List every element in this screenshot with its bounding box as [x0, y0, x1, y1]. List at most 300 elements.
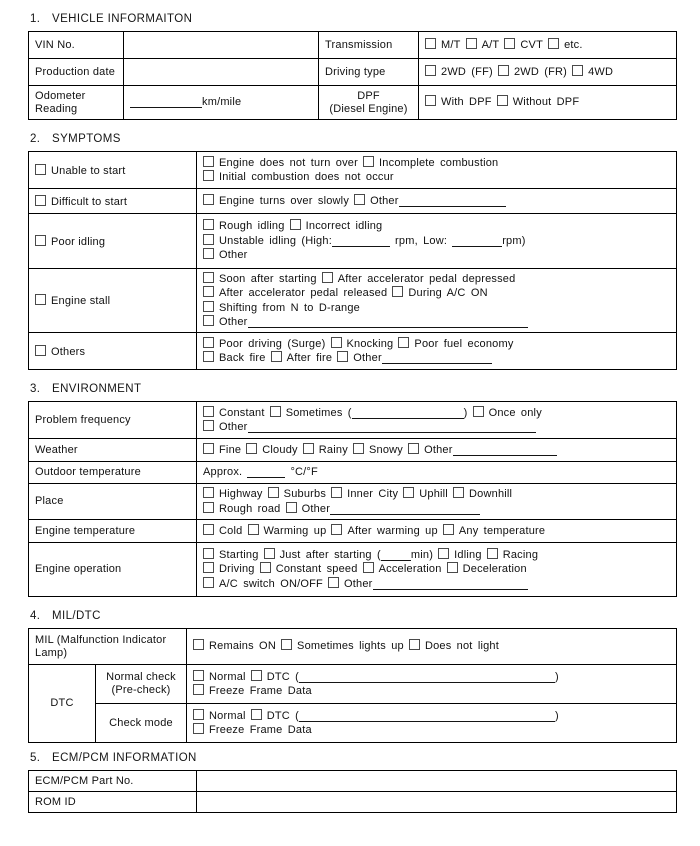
row-label: Check mode [109, 716, 173, 729]
option-label: 2WD (FR) [513, 65, 568, 78]
static-text: ) [555, 670, 559, 683]
row-label: Odometer Reading [35, 89, 86, 115]
checkbox-option [425, 96, 492, 108]
checkbox-option [251, 710, 555, 722]
option-label: Any temperature [458, 524, 546, 537]
checkbox-option [354, 195, 506, 207]
checkbox[interactable] [203, 272, 214, 283]
checkbox-option [248, 525, 327, 537]
blank-field[interactable] [373, 579, 528, 590]
checkbox[interactable] [203, 502, 214, 513]
row-label-cell [29, 484, 197, 520]
checkbox[interactable] [270, 406, 281, 417]
checkbox[interactable] [246, 443, 257, 454]
section-title: ENVIRONMENT [52, 383, 142, 395]
checkbox[interactable] [425, 95, 436, 106]
checkbox-option [425, 39, 461, 51]
table-row [29, 269, 677, 333]
checkbox[interactable] [473, 406, 484, 417]
option-label: Racing [502, 548, 539, 561]
option-label: DTC ( [266, 709, 300, 722]
option-label: DTC ( [266, 670, 300, 683]
checkbox[interactable] [271, 351, 282, 362]
row-label: Driving type [325, 65, 386, 78]
static-text: ) [555, 709, 559, 722]
checkbox[interactable] [203, 301, 214, 312]
checkbox[interactable] [203, 315, 214, 326]
row-label-cell [29, 462, 197, 484]
checkbox[interactable] [35, 294, 46, 305]
option-label: Difficult to start [51, 195, 128, 208]
form-line [193, 709, 670, 723]
options-cell [187, 665, 677, 704]
checkbox-option [331, 338, 394, 350]
checkbox[interactable] [504, 38, 515, 49]
option-label: Inner City [347, 488, 399, 501]
option-label: Rough idling [219, 220, 285, 233]
option-label: Idling [454, 548, 482, 561]
table-row [29, 86, 677, 120]
checkbox[interactable] [354, 194, 365, 205]
option-label: Shifting from N to D-range [219, 301, 360, 314]
checkbox[interactable] [425, 38, 436, 49]
row-label-cell [29, 86, 124, 120]
checkbox[interactable] [35, 345, 46, 356]
option-label: Does not light [424, 640, 499, 653]
option-label: After fire [286, 352, 333, 364]
checkbox[interactable] [403, 487, 414, 498]
checkbox[interactable] [392, 286, 403, 297]
checkbox-option [203, 503, 281, 515]
checkbox-option [331, 525, 437, 537]
checkbox-option [203, 273, 317, 285]
form-line [203, 466, 670, 479]
checkbox[interactable] [203, 170, 214, 181]
option-label: Other [424, 443, 453, 456]
checkbox-option [290, 220, 383, 232]
checkbox[interactable] [498, 65, 509, 76]
form-line [203, 351, 670, 365]
option-label: Without DPF [512, 96, 580, 109]
checkbox[interactable] [487, 548, 498, 559]
table-row [29, 792, 677, 813]
option-label: Other [219, 421, 248, 433]
table-row [29, 152, 677, 189]
blank-field[interactable] [130, 97, 202, 108]
checkbox-option [35, 165, 126, 177]
row-label-cell [29, 152, 197, 189]
table-row [29, 333, 677, 370]
option-label: Warming up [263, 524, 327, 537]
option-label: During A/C ON [408, 287, 488, 300]
checkbox[interactable] [203, 248, 214, 259]
table-row [29, 59, 677, 86]
option-label: Engine turns over slowly [219, 194, 350, 207]
checkbox-option [251, 671, 555, 683]
checkbox[interactable] [203, 286, 214, 297]
row-label-cell [29, 792, 197, 813]
blank-field[interactable] [330, 504, 480, 515]
input-cell[interactable] [124, 59, 319, 86]
table-row [29, 214, 677, 269]
form-line [203, 443, 670, 457]
blank-field[interactable] [352, 408, 464, 419]
table-row [29, 629, 677, 665]
checkbox[interactable] [425, 65, 436, 76]
blank-field[interactable] [453, 445, 557, 456]
option-label: Poor idling [51, 235, 106, 248]
options-cell [197, 543, 677, 597]
checkbox-option [193, 685, 312, 697]
checkbox[interactable] [303, 443, 314, 454]
options-cell [197, 462, 677, 484]
table-row [29, 665, 677, 704]
option-label: Driving [219, 563, 255, 576]
form-line [203, 170, 670, 184]
checkbox[interactable] [331, 337, 342, 348]
checkbox[interactable] [203, 156, 214, 167]
blank-field[interactable] [382, 353, 492, 364]
section-heading [30, 13, 676, 26]
checkbox[interactable] [409, 639, 420, 650]
option-label: Acceleration [378, 563, 442, 576]
checkbox[interactable] [363, 562, 374, 573]
static-text: °C/°F [290, 465, 318, 478]
input-cell[interactable] [197, 792, 677, 813]
section-title: MIL/DTC [52, 610, 101, 622]
option-label: Initial combustion does not occur [219, 171, 394, 183]
option-label: A/C switch ON/OFF [219, 577, 323, 590]
form-line [203, 248, 670, 262]
checkbox-option [504, 39, 543, 51]
options-cell [197, 189, 677, 214]
option-label: Starting [219, 548, 259, 561]
row-label-cell [319, 86, 419, 120]
option-label: Back fire [219, 352, 266, 364]
table-row [29, 439, 677, 462]
checkbox[interactable] [203, 524, 214, 535]
form-line [203, 577, 670, 591]
table-row [29, 520, 677, 543]
row-label-cell [29, 214, 197, 269]
options-cell [197, 333, 677, 370]
checkbox-option [203, 195, 349, 207]
options-cell [419, 32, 677, 59]
options-cell [197, 439, 677, 462]
checkbox[interactable] [203, 406, 214, 417]
checkbox[interactable] [328, 577, 339, 588]
form-line [203, 219, 670, 233]
section-number: 4. [30, 610, 41, 622]
row-label: ECM/PCM Part No. [35, 774, 134, 787]
checkbox-option [392, 287, 487, 299]
row-label-cell [319, 32, 419, 59]
form-line [425, 95, 670, 109]
checkbox[interactable] [203, 562, 214, 573]
checkbox[interactable] [203, 443, 214, 454]
checkbox[interactable] [264, 548, 275, 559]
checkbox[interactable] [203, 194, 214, 205]
checkbox[interactable] [248, 524, 259, 535]
blank-field[interactable] [248, 422, 536, 433]
blank-field[interactable] [248, 317, 528, 328]
form-line [203, 194, 670, 208]
checkbox-option [203, 157, 358, 169]
section-number: 2. [30, 133, 41, 145]
checkbox-option [203, 421, 536, 433]
option-label: Highway [219, 488, 263, 501]
option-label: Rough road [219, 502, 281, 515]
checkbox-option [286, 503, 481, 515]
checkbox-option [548, 39, 583, 51]
option-label: Remains ON [209, 640, 276, 653]
checkbox-option [328, 578, 528, 590]
checkbox-option [363, 157, 498, 169]
option-label: After accelerator pedal released [219, 287, 388, 300]
checkbox-option [425, 66, 493, 78]
checkbox[interactable] [447, 562, 458, 573]
blank-field[interactable] [452, 236, 502, 247]
checkbox-option [203, 488, 263, 500]
checkbox[interactable] [251, 709, 262, 720]
checkbox[interactable] [286, 502, 297, 513]
checkbox-option [363, 563, 442, 575]
checkbox-option [331, 488, 398, 500]
checkbox-option [398, 338, 513, 350]
checkbox-option [203, 171, 394, 183]
option-label: Unable to start [51, 164, 126, 177]
checkbox[interactable] [203, 351, 214, 362]
checkbox[interactable] [193, 670, 204, 681]
static-text: km/mile [202, 95, 242, 108]
blank-field[interactable] [299, 672, 555, 683]
checkbox-option [35, 346, 85, 358]
checkbox[interactable] [260, 562, 271, 573]
checkbox-option [203, 249, 248, 261]
option-label: Deceleration [462, 563, 527, 576]
option-label: Suburbs [283, 488, 327, 501]
checkbox-option [260, 563, 358, 575]
option-label: Just after starting ( [279, 548, 381, 561]
checkbox[interactable] [548, 38, 559, 49]
blank-field[interactable] [399, 196, 506, 207]
checkbox-option [447, 563, 527, 575]
row-label-cell [29, 629, 187, 665]
checkbox-option [203, 549, 259, 561]
checkbox[interactable] [290, 219, 301, 230]
option-label: Snowy [368, 443, 403, 456]
row-label: DTC [50, 697, 74, 709]
option-label: Normal [209, 709, 246, 722]
checkbox[interactable] [466, 38, 477, 49]
static-text: rpm, Low: [395, 234, 448, 247]
checkbox[interactable] [193, 709, 204, 720]
row-label-cell [29, 439, 197, 462]
blank-field[interactable] [299, 711, 555, 722]
options-cell [197, 269, 677, 333]
checkbox[interactable] [443, 524, 454, 535]
row-label-cell [29, 520, 197, 543]
checkbox[interactable] [331, 487, 342, 498]
section-vehicle-information [28, 13, 676, 120]
section-heading [30, 752, 676, 765]
option-label: Fine [219, 443, 242, 456]
checkbox[interactable] [497, 95, 508, 106]
row-label: VIN No. [35, 38, 75, 51]
row-label-cell [29, 59, 124, 86]
row-label-cell [319, 59, 419, 86]
section-title: VEHICLE INFORMAITON [52, 13, 193, 25]
table-row [29, 402, 677, 439]
static-text: Approx. [203, 465, 243, 478]
static-text: ) [463, 406, 468, 419]
option-label: Uphill [419, 488, 448, 501]
checkbox-option [409, 640, 499, 652]
checkbox[interactable] [35, 164, 46, 175]
checkbox[interactable] [331, 524, 342, 535]
row-label-cell [29, 665, 96, 743]
checkbox-option [466, 39, 500, 51]
options-cell [197, 214, 677, 269]
checkbox[interactable] [203, 577, 214, 588]
checkbox[interactable] [203, 219, 214, 230]
row-label: Engine operation [35, 563, 122, 575]
row-label-cell [29, 333, 197, 370]
checkbox-option [35, 295, 110, 307]
option-label: After warming up [347, 524, 438, 537]
checkbox[interactable] [35, 235, 46, 246]
row-label-cell [29, 269, 197, 333]
row-label-cell [29, 402, 197, 439]
row-label: (Diesel Engine) [329, 102, 408, 115]
option-label: Unstable idling (High: [219, 234, 332, 247]
checkbox[interactable] [203, 548, 214, 559]
checkbox-option [203, 316, 528, 328]
checkbox[interactable] [398, 337, 409, 348]
checkbox[interactable] [363, 156, 374, 167]
option-label: Engine stall [51, 295, 111, 307]
checkbox[interactable] [353, 443, 364, 454]
checkbox[interactable] [268, 487, 279, 498]
option-label: Cold [219, 524, 243, 537]
option-label: Others [51, 345, 86, 358]
options-cell [197, 484, 677, 520]
checkbox[interactable] [438, 548, 449, 559]
option-label: Normal [209, 670, 246, 683]
checkbox-option [203, 563, 255, 575]
checkbox[interactable] [193, 639, 204, 650]
option-label: Sometimes ( [285, 406, 352, 419]
option-label: 2WD (FF) [441, 65, 493, 78]
checkbox[interactable] [337, 351, 348, 362]
checkbox-option [193, 710, 246, 722]
table-row [29, 704, 677, 743]
form-line [425, 38, 670, 52]
row-label-cell [29, 32, 124, 59]
checkbox[interactable] [193, 723, 204, 734]
option-label: Other [344, 577, 373, 590]
checkbox[interactable] [35, 195, 46, 206]
option-label: After accelerator pedal depressed [337, 272, 516, 285]
checkbox[interactable] [203, 337, 214, 348]
checkbox-option [203, 235, 390, 247]
checkbox[interactable] [408, 443, 419, 454]
checkbox[interactable] [453, 487, 464, 498]
form-line [203, 234, 670, 248]
form-line [203, 286, 670, 300]
form-line [203, 524, 670, 538]
options-cell [419, 59, 677, 86]
checkbox[interactable] [193, 684, 204, 695]
options-cell [197, 520, 677, 543]
input-cell[interactable] [197, 771, 677, 792]
option-label: Other [301, 502, 331, 515]
form-line [193, 684, 670, 698]
row-label: Problem frequency [35, 413, 131, 426]
checkbox-option [438, 549, 482, 561]
checkbox-option [443, 525, 545, 537]
section-number: 1. [30, 13, 41, 25]
option-label: Constant speed [275, 563, 358, 576]
checkbox-option [487, 549, 538, 561]
options-cell [419, 86, 677, 120]
form-line [203, 301, 670, 315]
row-label: Outdoor temperature [35, 466, 141, 478]
checkbox[interactable] [203, 234, 214, 245]
checkbox[interactable] [203, 487, 214, 498]
option-label: With DPF [441, 96, 492, 109]
row-label: MIL (Malfunction Indicator Lamp) [35, 633, 167, 659]
checkbox-option [203, 338, 325, 350]
form-line [203, 502, 670, 516]
checkbox[interactable] [251, 670, 262, 681]
checkbox-option [270, 407, 464, 419]
form-line [203, 406, 670, 420]
checkbox[interactable] [572, 65, 583, 76]
checkbox-option [203, 444, 241, 456]
checkbox-option [193, 640, 276, 652]
row-label: Normal check [106, 671, 176, 683]
option-label: Other [219, 315, 248, 328]
section-heading [30, 383, 676, 396]
checkbox[interactable] [203, 420, 214, 431]
checkbox-option [337, 352, 492, 364]
blank-field[interactable] [381, 550, 411, 561]
option-label: CVT [520, 38, 543, 51]
section-heading [30, 133, 676, 146]
section-ecm-pcm-information [28, 752, 676, 813]
row-label: Transmission [325, 38, 393, 51]
checkbox-option [353, 444, 403, 456]
blank-field[interactable] [247, 467, 285, 478]
input-cell[interactable] [124, 32, 319, 59]
form-line [425, 65, 670, 79]
checkbox[interactable] [281, 639, 292, 650]
checkbox-option [203, 578, 323, 590]
symptoms-table [28, 151, 677, 370]
option-label: 4WD [588, 65, 614, 78]
section-heading [30, 610, 676, 623]
checkbox-option [303, 444, 348, 456]
ecm-pcm-table [28, 770, 677, 813]
blank-field[interactable] [332, 236, 390, 247]
options-cell [197, 152, 677, 189]
section-number: 5. [30, 752, 41, 764]
table-row [29, 543, 677, 597]
section-mil-dtc [28, 610, 676, 743]
checkbox[interactable] [322, 272, 333, 283]
row-label-cell [29, 189, 197, 214]
